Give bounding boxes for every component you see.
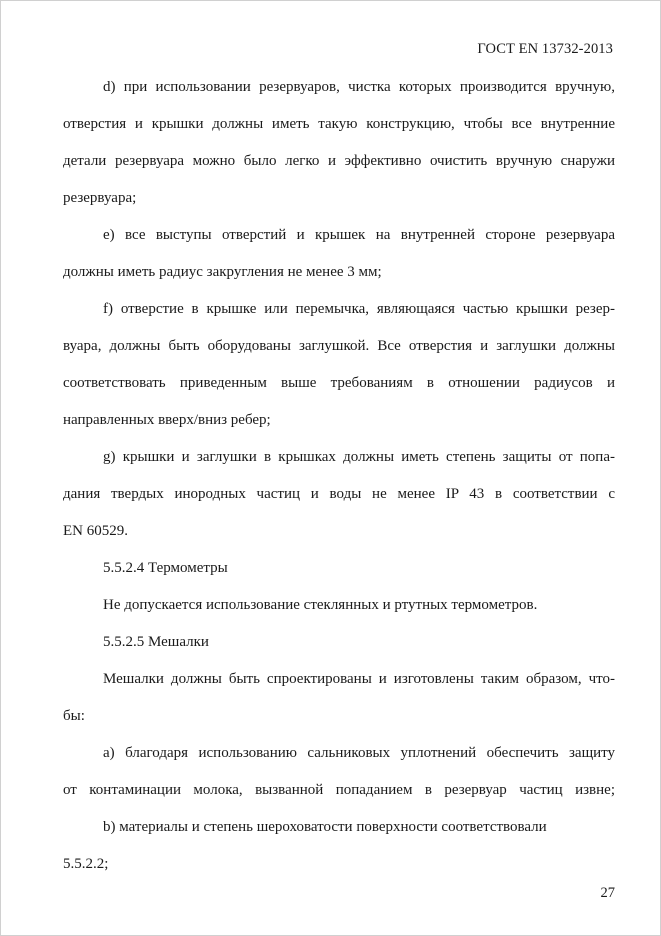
text-line: Не допускается использование стеклянных и ртутных термометров.: [103, 597, 538, 613]
text-line: EN 60529.: [63, 523, 128, 539]
text-line: дания твердых инородных частиц и воды не менее IP 43 в соответствии с: [63, 486, 615, 502]
text-line: b) материалы и степень шероховатости поверхности соответствовали: [103, 819, 547, 835]
text-line: 5.5.2.5 Мешалки: [103, 634, 209, 650]
text-line: соответствовать приведенным выше требованиям в отношении радиусов и: [63, 375, 615, 391]
document-header: ГОСТ EN 13732-2013: [477, 41, 613, 57]
text-line: f) отверстие в крышке или перемычка, являющаяся частью крышки резер-: [103, 301, 615, 317]
text-line: резервуара;: [63, 190, 137, 206]
text-line: отверстия и крышки должны иметь такую конструкцию, чтобы все внутренние: [63, 116, 615, 132]
text-line: от контаминации молока, вызванной попаданием в резервуар частиц извне;: [63, 782, 615, 798]
text-line: должны иметь радиус закругления не менее 3 мм;: [63, 264, 382, 280]
text-line: e) все выступы отверстий и крышек на внутренней стороне резервуара: [103, 227, 615, 243]
page-number: 27: [600, 885, 615, 901]
text-line: 5.5.2.4 Термометры: [103, 560, 228, 576]
text-line: a) благодаря использованию сальниковых уплотнений обеспечить защиту: [103, 745, 615, 761]
document-body: [63, 69, 615, 883]
text-line: бы:: [63, 708, 85, 724]
text-line: Мешалки должны быть спроектированы и изготовлены таким образом, что-: [103, 671, 615, 687]
text-line: детали резервуара можно было легко и эффективно очистить вручную снаружи: [63, 153, 615, 169]
text-line: 5.5.2.2;: [63, 856, 109, 872]
text-line: d) при использовании резервуаров, чистка которых производится вручную,: [103, 79, 615, 95]
text-line: направленных вверх/вниз ребер;: [63, 412, 271, 428]
text-line: g) крышки и заглушки в крышках должны иметь степень защиты от попа-: [103, 449, 615, 465]
text-line: вуара, должны быть оборудованы заглушкой. Все отверстия и заглушки должны: [63, 338, 615, 354]
